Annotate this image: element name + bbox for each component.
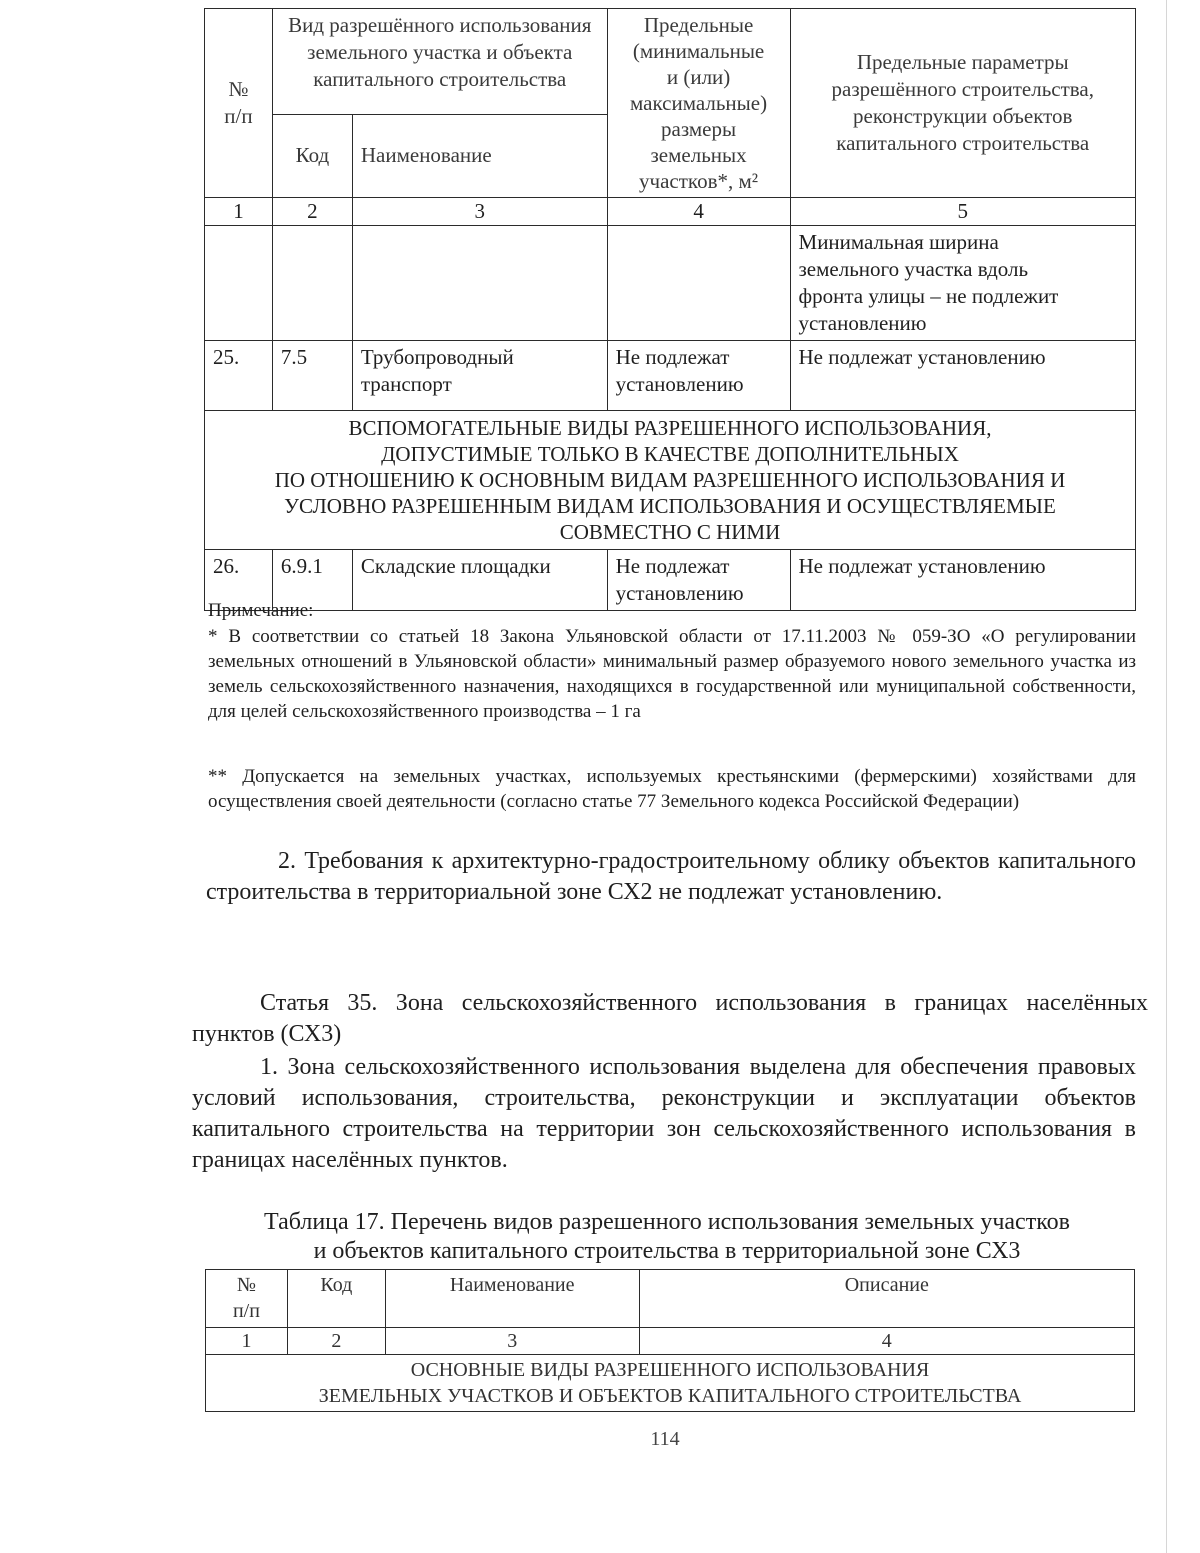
land-use-table-sx2 bbox=[204, 8, 1136, 611]
t2-header-name: Наименование bbox=[385, 1270, 639, 1328]
row26-num: 26. bbox=[205, 550, 273, 611]
row26-sizes: Не подлежат установлению bbox=[607, 550, 790, 611]
row25-code: 7.5 bbox=[272, 341, 352, 411]
row26-code: 6.9.1 bbox=[272, 550, 352, 611]
num-cell: 1 bbox=[206, 1328, 288, 1355]
table2-header-row bbox=[206, 1270, 1135, 1328]
land-use-table-sx3 bbox=[205, 1269, 1135, 1412]
row25-params: Не подлежат установлению bbox=[790, 341, 1135, 411]
num-cell: 1 bbox=[205, 198, 273, 226]
num-cell: 5 bbox=[790, 198, 1135, 226]
num-cell: 4 bbox=[607, 198, 790, 226]
article-35-heading: Статья 35. Зона сельскохозяйственного использования в границах населённых пунктов (СХ3) bbox=[192, 990, 1148, 1047]
section-main-uses: ОСНОВНЫЕ ВИДЫ РАЗРЕШЕННОГО ИСПОЛЬЗОВАНИЯ ЗЕМЕЛЬНЫХ УЧАСТКОВ И ОБЪЕКТОВ КАПИТАЛЬНОГО СТРОИТЕЛЬСТВА bbox=[206, 1355, 1135, 1412]
table-row bbox=[205, 226, 1136, 341]
requirements-paragraph: 2. Требования к архитектурно-градостроительному облику объектов капитального строительства в территориальной зоне СХ2 не подлежат установлению. bbox=[206, 848, 1136, 905]
header-vid: Вид разрешённого использования земельного участка и объекта капитального строительства bbox=[272, 9, 607, 115]
header-num: № п/п bbox=[205, 9, 273, 198]
table-17-title: Таблица 17. Перечень видов разрешенного использования земельных участков и объектов капитального строительства в территориальной зоне СХ3 bbox=[264, 1209, 1070, 1264]
row26-name: Складские площадки bbox=[352, 550, 607, 611]
header-sizes: Предельные (минимальные и (или) максимальные) размеры земельных участков*, м² bbox=[607, 9, 790, 198]
note-2: ** Допускается на земельных участках, используемых крестьянскими (фермерскими) хозяйствами для осуществления своей деятельности (согласно статье 77 Земельного кодекса Российской Федерации) bbox=[208, 766, 1136, 812]
header-params: Предельные параметры разрешённого строительства, реконструкции объектов капитального строительства bbox=[790, 9, 1135, 198]
section-auxiliary-uses: ВСПОМОГАТЕЛЬНЫЕ ВИДЫ РАЗРЕШЕННОГО ИСПОЛЬЗОВАНИЯ, ДОПУСТИМЫЕ ТОЛЬКО В КАЧЕСТВЕ ДОПОЛНИТЕЛЬНЫХ ПО ОТНОШЕНИЮ К ОСНОВНЫМ ВИДАМ РАЗРЕШЕННОГО ИСПОЛЬЗОВАНИЯ И УСЛОВНО РАЗРЕШЕННЫМ ВИДАМ ИСПОЛЬЗОВАНИЯ И ОСУЩЕСТВЛЯЕМЫЕ СОВМЕСТНО С НИМИ bbox=[205, 411, 1136, 550]
row25-num: 25. bbox=[205, 341, 273, 411]
article-35-paragraph-1: 1. Зона сельскохозяйственного использования выделена для обеспечения правовых условий использования, строительства, реконструкции и эксплуатации объектов капитального строительства на территории зон сельскохозяйственного использования в границах населённых пунктов. bbox=[192, 1054, 1136, 1173]
t2-header-num: № п/п bbox=[206, 1270, 288, 1328]
table-row bbox=[205, 341, 1136, 411]
page-number: 114 bbox=[650, 1428, 680, 1450]
header-name: Наименование bbox=[352, 114, 607, 197]
continuation-params: Минимальная ширина земельного участка вдоль фронта улицы – не подлежит установлению bbox=[790, 226, 1135, 341]
num-cell: 3 bbox=[385, 1328, 639, 1355]
num-cell: 2 bbox=[287, 1328, 385, 1355]
t2-header-desc: Описание bbox=[639, 1270, 1134, 1328]
num-cell: 4 bbox=[639, 1328, 1134, 1355]
note-1: * В соответствии со статьей 18 Закона Ульяновской области от 17.11.2003 № 059-ЗО «О регулировании земельных отношений в Ульяновской области» минимальный размер образуемого нового земельного участка из земель сельскохозяйственного назначения, находящихся в государственной или муниципальной собственности, для целей сельскохозяйственного производства – 1 га bbox=[208, 626, 1136, 722]
num-cell: 3 bbox=[352, 198, 607, 226]
t2-numbering-row bbox=[206, 1328, 1135, 1355]
numbering-row bbox=[205, 198, 1136, 226]
row26-params: Не подлежат установлению bbox=[790, 550, 1135, 611]
num-cell: 2 bbox=[272, 198, 352, 226]
row25-name: Трубопроводный транспорт bbox=[352, 341, 607, 411]
t2-header-code: Код bbox=[287, 1270, 385, 1328]
note-title: Примечание: bbox=[208, 600, 314, 621]
header-code: Код bbox=[272, 114, 352, 197]
scan-edge-line bbox=[1166, 0, 1167, 1553]
row25-sizes: Не подлежат установлению bbox=[607, 341, 790, 411]
